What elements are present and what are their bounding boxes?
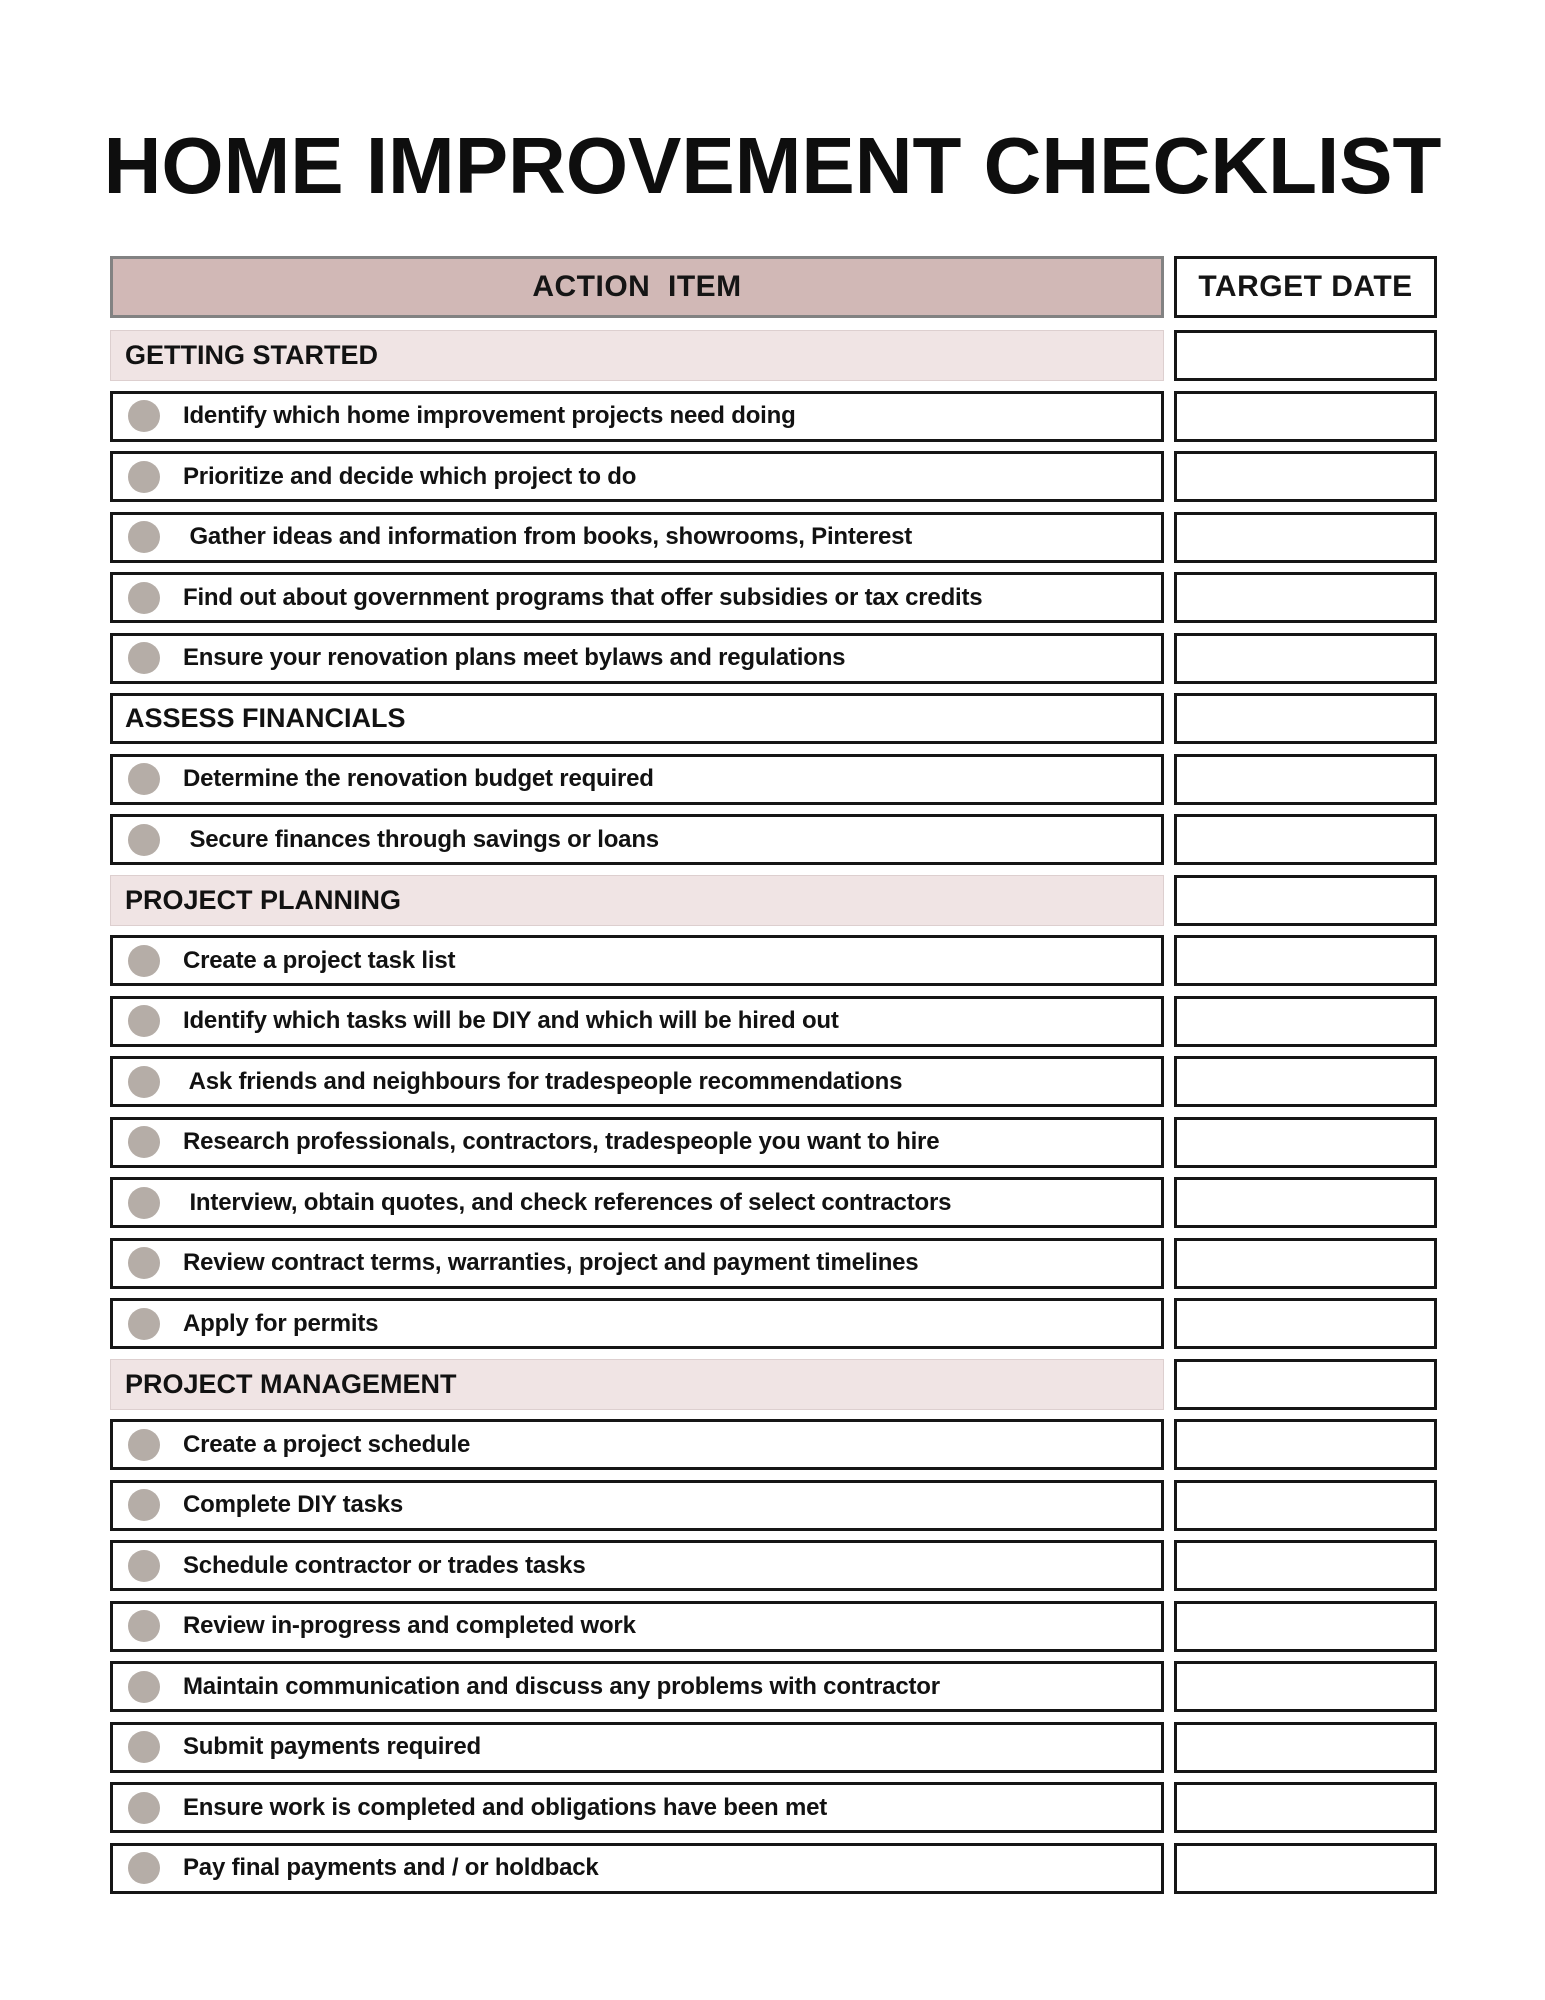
action-item-label: Complete DIY tasks (183, 1491, 404, 1518)
target-date-cell[interactable] (1174, 1359, 1437, 1410)
checkbox-bullet-icon[interactable] (128, 1671, 160, 1703)
checkbox-bullet-icon[interactable] (128, 1247, 160, 1279)
action-item-cell (110, 1601, 1164, 1652)
action-item-label: Review contract terms, warranties, project and payment timelines (183, 1249, 919, 1276)
section-title: PROJECT MANAGEMENT (125, 1368, 457, 1399)
target-date-cell[interactable] (1174, 754, 1437, 805)
checklist-row (110, 693, 1440, 744)
action-item-cell (110, 572, 1164, 623)
checkbox-bullet-icon[interactable] (128, 521, 160, 553)
checkbox-bullet-icon[interactable] (128, 582, 160, 614)
checklist-row (110, 1480, 1440, 1531)
action-item-label: Maintain communication and discuss any problems with contractor (183, 1672, 940, 1700)
action-item-label: Identify which home improvement projects need doing (183, 402, 796, 429)
checklist-row (110, 1601, 1440, 1652)
action-item-cell (110, 512, 1164, 563)
target-date-cell[interactable] (1174, 330, 1437, 381)
action-item-cell (110, 633, 1164, 684)
target-date-cell[interactable] (1174, 1419, 1437, 1470)
checkbox-bullet-icon[interactable] (128, 1429, 160, 1461)
checkbox-bullet-icon[interactable] (128, 824, 160, 856)
target-date-cell[interactable] (1174, 935, 1437, 986)
action-item-cell (110, 996, 1164, 1047)
checklist-row (110, 1843, 1440, 1894)
target-date-cell[interactable] (1174, 633, 1437, 684)
action-item-cell (110, 1661, 1164, 1712)
target-date-cell[interactable] (1174, 451, 1437, 502)
checkbox-bullet-icon[interactable] (128, 945, 160, 977)
checklist-row (110, 875, 1440, 926)
action-item-cell (110, 1843, 1164, 1894)
checkbox-bullet-icon[interactable] (128, 1852, 160, 1884)
action-item-label: Ask friends and neighbours for tradespeople recommendations (183, 1067, 903, 1095)
action-item-cell (110, 451, 1164, 502)
checklist-row (110, 330, 1440, 381)
section-title: ASSESS FINANCIALS (125, 703, 406, 733)
target-date-cell[interactable] (1174, 1117, 1437, 1168)
target-date-cell[interactable] (1174, 512, 1437, 563)
action-item-label: Apply for permits (183, 1309, 379, 1337)
action-item-label: Find out about government programs that offer subsidies or tax credits (183, 583, 983, 611)
target-date-cell[interactable] (1174, 1298, 1437, 1349)
checklist-row (110, 996, 1440, 1047)
checklist-row (110, 1661, 1440, 1712)
action-item-label: Create a project task list (183, 946, 456, 974)
page-title: HOME IMPROVEMENT CHECKLIST (103, 121, 1442, 210)
checkbox-bullet-icon[interactable] (128, 1066, 160, 1098)
action-item-cell (110, 391, 1164, 442)
checkbox-bullet-icon[interactable] (128, 1731, 160, 1763)
table-body (110, 330, 1440, 1894)
checkbox-bullet-icon[interactable] (128, 400, 160, 432)
checkbox-bullet-icon[interactable] (128, 1610, 160, 1642)
action-item-cell (110, 935, 1164, 986)
action-item-cell (110, 1298, 1164, 1349)
action-item-label: Gather ideas and information from books, showrooms, Pinterest (183, 523, 913, 550)
target-date-cell[interactable] (1174, 1601, 1437, 1652)
action-item-cell (110, 1177, 1164, 1228)
checkbox-bullet-icon[interactable] (128, 642, 160, 674)
action-item-label: Ensure work is completed and obligations have been met (183, 1793, 828, 1821)
action-item-cell (110, 1117, 1164, 1168)
section-header-cell (110, 330, 1164, 381)
checklist-row (110, 633, 1440, 684)
checkbox-bullet-icon[interactable] (128, 1550, 160, 1582)
action-item-cell (110, 754, 1164, 805)
checklist-row (110, 1540, 1440, 1591)
target-date-cell[interactable] (1174, 875, 1437, 926)
target-date-cell[interactable] (1174, 1177, 1437, 1228)
action-item-cell (110, 1782, 1164, 1833)
table-header-row (110, 256, 1440, 318)
action-item-label: Determine the renovation budget required (183, 765, 654, 792)
action-item-cell (110, 814, 1164, 865)
action-item-label: Research professionals, contractors, tradespeople you want to hire (183, 1128, 940, 1155)
checklist-table (110, 256, 1440, 1894)
checklist-row (110, 512, 1440, 563)
action-item-label: Create a project schedule (183, 1430, 471, 1458)
section-header-cell (110, 1359, 1164, 1410)
checklist-row (110, 1782, 1440, 1833)
action-item-cell (110, 1540, 1164, 1591)
checkbox-bullet-icon[interactable] (128, 1126, 160, 1158)
action-item-cell (110, 1056, 1164, 1107)
checkbox-bullet-icon[interactable] (128, 1489, 160, 1521)
action-item-label: Submit payments required (183, 1733, 481, 1760)
target-date-cell[interactable] (1174, 996, 1437, 1047)
target-date-cell[interactable] (1174, 1661, 1437, 1712)
action-item-cell (110, 1238, 1164, 1289)
checklist-row (110, 451, 1440, 502)
checklist-row (110, 814, 1440, 865)
checklist-row (110, 1298, 1440, 1349)
target-date-cell[interactable] (1174, 1722, 1437, 1773)
section-title: PROJECT PLANNING (125, 884, 402, 915)
checklist-row (110, 1117, 1440, 1168)
checkbox-bullet-icon[interactable] (128, 1005, 160, 1037)
checklist-row (110, 572, 1440, 623)
checklist-row (110, 754, 1440, 805)
checkbox-bullet-icon[interactable] (128, 1187, 160, 1219)
target-date-cell[interactable] (1174, 572, 1437, 623)
target-date-cell[interactable] (1174, 1843, 1437, 1894)
section-header-cell (110, 693, 1164, 744)
action-item-cell (110, 1480, 1164, 1531)
action-item-label: Pay final payments and / or holdback (183, 1854, 599, 1881)
column-header-target-date: TARGET DATE (1174, 256, 1437, 318)
action-item-label: Interview, obtain quotes, and check references of select contractors (183, 1188, 952, 1216)
target-date-cell[interactable] (1174, 1480, 1437, 1531)
checklist-row (110, 935, 1440, 986)
checklist-row (110, 1419, 1440, 1470)
target-date-cell[interactable] (1174, 391, 1437, 442)
checklist-row (110, 1359, 1440, 1410)
action-item-label: Review in-progress and completed work (183, 1612, 636, 1639)
column-header-action-item: ACTION ITEM (110, 256, 1164, 318)
action-item-label: Identify which tasks will be DIY and which will be hired out (183, 1007, 839, 1034)
checklist-row (110, 1056, 1440, 1107)
checkbox-bullet-icon[interactable] (128, 1792, 160, 1824)
target-date-cell[interactable] (1174, 693, 1437, 744)
section-header-cell (110, 875, 1164, 926)
checkbox-bullet-icon[interactable] (128, 461, 160, 493)
checklist-row (110, 1177, 1440, 1228)
checkbox-bullet-icon[interactable] (128, 1308, 160, 1340)
action-item-label: Secure finances through savings or loans (183, 825, 659, 853)
action-item-cell (110, 1419, 1164, 1470)
checklist-row (110, 1238, 1440, 1289)
action-item-label: Prioritize and decide which project to do (183, 462, 637, 490)
target-date-cell[interactable] (1174, 1540, 1437, 1591)
target-date-cell[interactable] (1174, 1782, 1437, 1833)
checklist-row (110, 1722, 1440, 1773)
action-item-cell (110, 1722, 1164, 1773)
action-item-label: Ensure your renovation plans meet bylaws and regulations (183, 644, 846, 671)
checklist-row (110, 391, 1440, 442)
action-item-label: Schedule contractor or trades tasks (183, 1551, 586, 1579)
section-title: GETTING STARTED (125, 340, 378, 370)
checkbox-bullet-icon[interactable] (128, 763, 160, 795)
target-date-cell[interactable] (1174, 1056, 1437, 1107)
target-date-cell[interactable] (1174, 1238, 1437, 1289)
target-date-cell[interactable] (1174, 814, 1437, 865)
